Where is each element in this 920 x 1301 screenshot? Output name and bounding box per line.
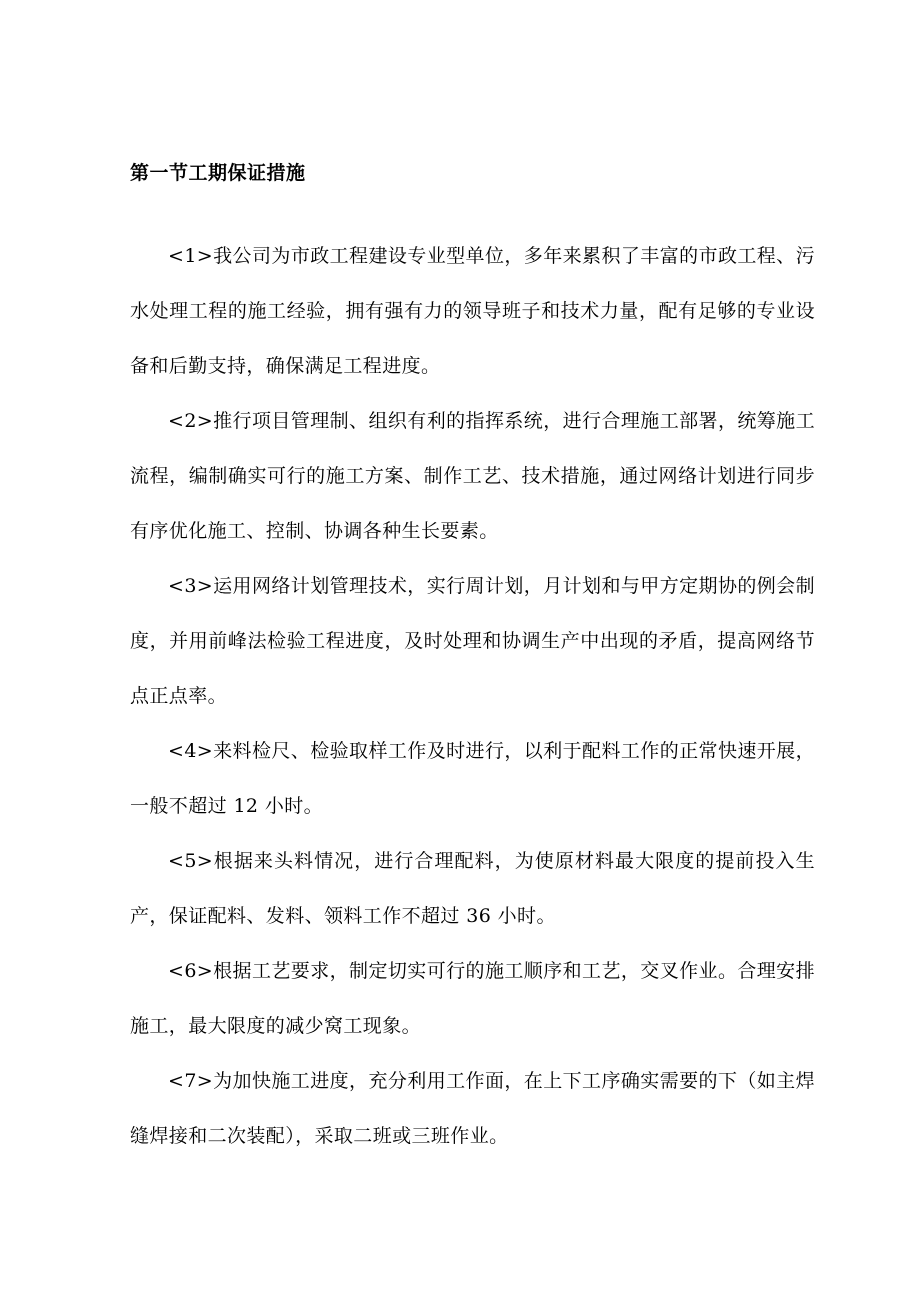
paragraph-2: <2>推行项目管理制、组织有利的指挥系统，进行合理施工部署，统筹施工流程，编制确实可行的施工方案、制作工艺、技术措施，通过网络计划进行同步有序优化施工、控制、协调各种生长要素。 (130, 410, 815, 542)
paragraph-1: <1>我公司为市政工程建设专业型单位，多年来累积了丰富的市政工程、污水处理工程的施工经验，拥有强有力的领导班子和技术力量，配有足够的专业设备和后勤支持，确保满足工程进度。 (130, 245, 815, 377)
paragraph-3: <3>运用网络计划管理技术，实行周计划，月计划和与甲方定期协的例会制度，并用前峰法检验工程进度，及时处理和协调生产中出现的矛盾，提高网络节点正点率。 (130, 575, 815, 707)
paragraph-7: <7>为加快施工进度，充分利用工作面，在上下工序确实需要的下（如主焊缝焊接和二次装配），采取二班或三班作业。 (130, 1070, 815, 1147)
paragraph-6: <6>根据工艺要求，制定切实可行的施工顺序和工艺，交叉作业。合理安排施工，最大限度的减少窝工现象。 (130, 960, 815, 1037)
document-body (130, 229, 815, 1164)
paragraph-5: <5>根据来头料情况，进行合理配料，为使原材料最大限度的提前投入生产，保证配料、发料、领料工作不超过 36 小时。 (130, 850, 815, 927)
paragraph-4: <4>来料检尺、检验取样工作及时进行，以利于配料工作的正常快速开展，一般不超过 12 小时。 (130, 740, 815, 817)
section-title: 第一节工期保证措施 (130, 162, 306, 184)
